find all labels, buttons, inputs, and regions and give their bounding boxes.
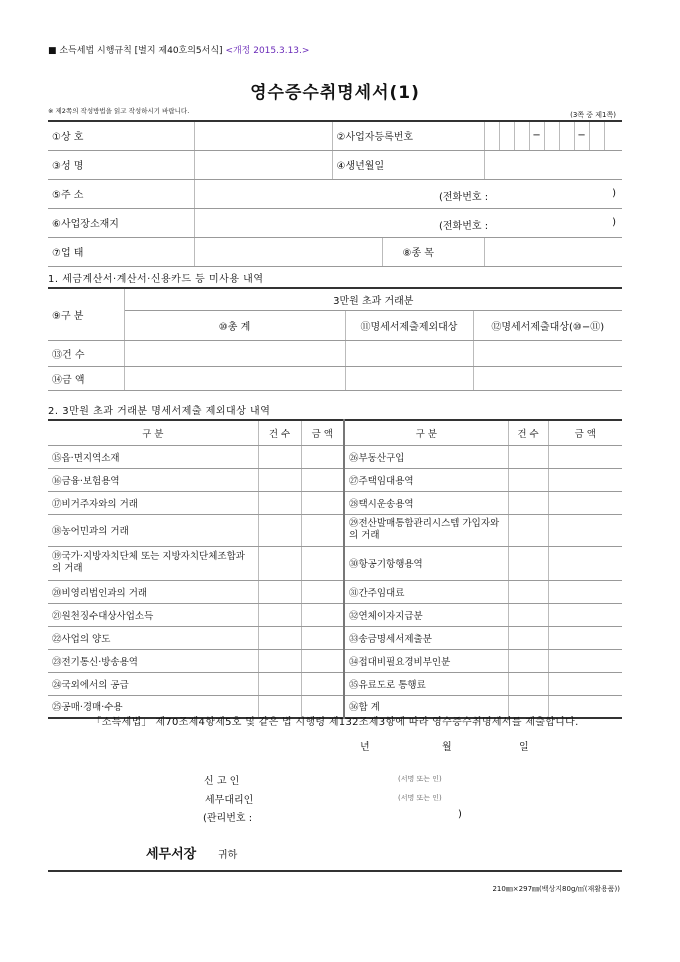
bottom-divider bbox=[48, 870, 622, 872]
s2-right-amount[interactable] bbox=[548, 580, 622, 603]
biz-reg-dash: − bbox=[529, 121, 544, 150]
item-field[interactable] bbox=[484, 237, 622, 266]
s2-right-amount[interactable] bbox=[548, 514, 622, 546]
s2-right-count[interactable] bbox=[508, 546, 548, 580]
s2-left-amount[interactable] bbox=[301, 468, 344, 491]
s1-count-label: ⑬건 수 bbox=[48, 340, 124, 366]
trade-name-label: ①상 호 bbox=[48, 121, 194, 150]
paper-spec: 210㎜×297㎜(백상지80g/㎡(재활용품)) bbox=[492, 885, 620, 893]
table-row bbox=[48, 514, 622, 546]
s1-amount-row bbox=[48, 366, 622, 390]
s2-left-item: ㉕공매·경매·수용 bbox=[48, 695, 258, 718]
s1-total-label: ⑩총 계 bbox=[124, 310, 345, 340]
table-row bbox=[48, 491, 622, 514]
s2-col-amount: 금 액 bbox=[301, 420, 344, 445]
s1-amount-total[interactable] bbox=[124, 366, 345, 390]
instruction-note: ※ 제2쪽의 작성방법을 읽고 작성하시기 바랍니다. bbox=[48, 107, 190, 115]
s2-right-item: ㉖부동산구입 bbox=[344, 445, 508, 468]
s2-left-item: ⑮읍·면지역소재 bbox=[48, 445, 258, 468]
form-header bbox=[48, 43, 309, 56]
s2-left-count[interactable] bbox=[258, 514, 301, 546]
s2-col-count: 건 수 bbox=[258, 420, 301, 445]
row-business-type bbox=[48, 237, 622, 266]
biz-reg-digit[interactable] bbox=[544, 121, 559, 150]
s2-left-count[interactable] bbox=[258, 626, 301, 649]
s2-left-count[interactable] bbox=[258, 468, 301, 491]
s2-left-count[interactable] bbox=[258, 546, 301, 580]
phone-close: ) bbox=[612, 187, 617, 199]
form-title: 영수증수취명세서(1) bbox=[250, 83, 420, 103]
basic-info-table bbox=[48, 120, 622, 267]
s2-col-amount: 금 액 bbox=[548, 420, 622, 445]
s2-right-count[interactable] bbox=[508, 649, 548, 672]
s2-left-count[interactable] bbox=[258, 672, 301, 695]
section1-table bbox=[48, 287, 622, 391]
biz-reg-digit[interactable] bbox=[484, 121, 499, 150]
s2-right-item: ㉘택시운송용역 bbox=[344, 491, 508, 514]
table-row bbox=[48, 649, 622, 672]
date-month: 월 bbox=[442, 742, 452, 753]
item-label: ⑧종 목 bbox=[382, 237, 484, 266]
s2-right-amount[interactable] bbox=[548, 491, 622, 514]
row-trade-name bbox=[48, 121, 622, 150]
s2-col-category: 구 분 bbox=[48, 420, 258, 445]
biz-reg-no-label: ②사업자등록번호 bbox=[332, 121, 484, 150]
s2-left-amount[interactable] bbox=[301, 491, 344, 514]
s2-right-count[interactable] bbox=[508, 468, 548, 491]
birth-label: ④생년월일 bbox=[332, 150, 484, 179]
s1-category-label: ⑨구 분 bbox=[48, 288, 124, 340]
gwiha-label: 귀하 bbox=[218, 850, 238, 861]
s2-right-item: ㉗주택임대용역 bbox=[344, 468, 508, 491]
section1-title: 1. 세금계산서·계산서·신용카드 등 미사용 내역 bbox=[48, 274, 264, 285]
row-address bbox=[48, 179, 622, 208]
revision-label: <개정 2015.3.13.> bbox=[225, 46, 310, 56]
s2-left-count[interactable] bbox=[258, 603, 301, 626]
s2-right-item: ㊱합 계 bbox=[344, 695, 508, 718]
business-type-label: ⑦업 태 bbox=[48, 237, 194, 266]
address-phone[interactable] bbox=[439, 179, 622, 208]
row-workplace bbox=[48, 208, 622, 237]
tax-office-label: 세무서장 bbox=[146, 847, 197, 862]
s2-col-category: 구 분 bbox=[344, 420, 508, 445]
s2-right-count[interactable] bbox=[508, 491, 548, 514]
reporter-sign-hint: (서명 또는 인) bbox=[398, 775, 442, 783]
biz-reg-digit[interactable] bbox=[514, 121, 529, 150]
s2-left-item: ㉔국외에서의 공급 bbox=[48, 672, 258, 695]
biz-reg-digit[interactable] bbox=[499, 121, 514, 150]
workplace-phone[interactable] bbox=[439, 208, 622, 237]
s2-right-amount[interactable] bbox=[548, 445, 622, 468]
agent-sign-hint: (서명 또는 인) bbox=[398, 794, 442, 802]
submission-statement: 「소득세법」 제70조제4항제5호 및 같은 법 시행령 제132조제3항에 따라 영수증수취명세서를 제출합니다. bbox=[91, 717, 579, 728]
regulation-label: ■ 소득세법 시행규칙 [별지 제40호의5서식] bbox=[48, 46, 223, 56]
s2-left-amount[interactable] bbox=[301, 514, 344, 546]
s2-right-count[interactable] bbox=[508, 514, 548, 546]
s1-amount-label: ⑭금 액 bbox=[48, 366, 124, 390]
s2-left-item: ⑰비거주자와의 거래 bbox=[48, 491, 258, 514]
name-field[interactable] bbox=[194, 150, 332, 179]
s2-left-count[interactable] bbox=[258, 491, 301, 514]
s2-right-amount[interactable] bbox=[548, 649, 622, 672]
s2-left-amount[interactable] bbox=[301, 649, 344, 672]
name-label: ③성 명 bbox=[48, 150, 194, 179]
s2-left-item: ⑳비영리법인과의 거래 bbox=[48, 580, 258, 603]
table-row bbox=[48, 603, 622, 626]
s1-count-total[interactable] bbox=[124, 340, 345, 366]
biz-reg-dash: − bbox=[574, 121, 589, 150]
s2-right-item: ㉟유료도로 통행료 bbox=[344, 672, 508, 695]
table-row bbox=[48, 445, 622, 468]
s2-right-count[interactable] bbox=[508, 672, 548, 695]
business-type-field[interactable] bbox=[194, 237, 382, 266]
s1-header-row1 bbox=[48, 288, 622, 310]
biz-reg-digit[interactable] bbox=[604, 121, 622, 150]
table-row bbox=[48, 546, 622, 580]
s1-amount-included[interactable] bbox=[473, 366, 622, 390]
s2-right-item: ㉙전산발매통합관리시스템 가입자와의 거래 bbox=[344, 514, 508, 546]
s1-over-30k-label: 3만원 초과 거래분 bbox=[124, 288, 622, 310]
s1-count-excluded[interactable] bbox=[345, 340, 473, 366]
birth-field[interactable] bbox=[484, 150, 622, 179]
s2-left-item: ⑯금융·보험용역 bbox=[48, 468, 258, 491]
s2-left-amount[interactable] bbox=[301, 546, 344, 580]
s2-left-item: ⑲국가·지방자치단체 또는 지방자치단체조합과의 거래 bbox=[48, 546, 258, 580]
s2-right-item: ㉝송금명세서제출분 bbox=[344, 626, 508, 649]
date-year: 년 bbox=[360, 742, 370, 753]
table-row bbox=[48, 672, 622, 695]
s2-left-amount[interactable] bbox=[301, 603, 344, 626]
s2-right-item: ㉜연체이자지급분 bbox=[344, 603, 508, 626]
address-label: ⑤주 소 bbox=[48, 179, 194, 208]
workplace-field[interactable] bbox=[194, 208, 474, 237]
s2-left-amount[interactable] bbox=[301, 445, 344, 468]
s2-left-amount[interactable] bbox=[301, 580, 344, 603]
section2-title: 2. 3만원 초과 거래분 명세서제출 제외대상 내역 bbox=[48, 406, 271, 417]
s2-right-count[interactable] bbox=[508, 580, 548, 603]
phone-label: (전화번호 : bbox=[439, 220, 489, 232]
s2-left-item: ㉑원천징수대상사업소득 bbox=[48, 603, 258, 626]
s2-right-count[interactable] bbox=[508, 626, 548, 649]
phone-label: (전화번호 : bbox=[439, 191, 489, 203]
s2-left-item: ㉒사업의 양도 bbox=[48, 626, 258, 649]
trade-name-field[interactable] bbox=[194, 121, 332, 150]
s1-excluded-label: ⑪명세서제출제외대상 bbox=[345, 310, 473, 340]
s2-right-amount[interactable] bbox=[548, 546, 622, 580]
table-row bbox=[48, 626, 622, 649]
phone-close: ) bbox=[612, 216, 617, 228]
s2-right-item: ㉛간주임대료 bbox=[344, 580, 508, 603]
s2-right-count[interactable] bbox=[508, 445, 548, 468]
section2-table bbox=[48, 419, 622, 719]
s2-left-count[interactable] bbox=[258, 649, 301, 672]
workplace-label: ⑥사업장소재지 bbox=[48, 208, 194, 237]
s1-amount-excluded[interactable] bbox=[345, 366, 473, 390]
s2-left-amount[interactable] bbox=[301, 672, 344, 695]
s1-included-label: ⑫명세서제출대상(⑩−⑪) bbox=[473, 310, 622, 340]
table-row bbox=[48, 580, 622, 603]
biz-reg-digit[interactable] bbox=[559, 121, 574, 150]
s2-left-item: ㉓전기통신·방송용역 bbox=[48, 649, 258, 672]
s2-header-row bbox=[48, 420, 622, 445]
s2-right-amount[interactable] bbox=[548, 603, 622, 626]
mgmt-no-label: (관리번호 : bbox=[203, 813, 253, 824]
s1-count-row bbox=[48, 340, 622, 366]
s2-right-count[interactable] bbox=[508, 603, 548, 626]
agent-label: 세무대리인 bbox=[205, 795, 254, 806]
page-number: (3쪽 중 제1쪽) bbox=[570, 111, 616, 119]
s2-right-amount[interactable] bbox=[548, 468, 622, 491]
s2-col-count: 건 수 bbox=[508, 420, 548, 445]
s2-left-count[interactable] bbox=[258, 580, 301, 603]
s2-right-amount[interactable] bbox=[548, 626, 622, 649]
s2-left-item: ⑱농어민과의 거래 bbox=[48, 514, 258, 546]
table-row bbox=[48, 468, 622, 491]
s2-left-amount[interactable] bbox=[301, 626, 344, 649]
s2-right-item: ㉞접대비필요경비부인분 bbox=[344, 649, 508, 672]
s1-count-included[interactable] bbox=[473, 340, 622, 366]
reporter-label: 신 고 인 bbox=[204, 776, 240, 787]
s2-left-count[interactable] bbox=[258, 445, 301, 468]
date-day: 일 bbox=[519, 742, 529, 753]
address-field[interactable] bbox=[194, 179, 474, 208]
biz-reg-digit[interactable] bbox=[589, 121, 604, 150]
s2-right-item: ㉚항공기항행용역 bbox=[344, 546, 508, 580]
mgmt-no-close: ) bbox=[458, 809, 462, 820]
s2-right-amount[interactable] bbox=[548, 672, 622, 695]
row-name bbox=[48, 150, 622, 179]
s1-header-row2 bbox=[48, 310, 622, 340]
